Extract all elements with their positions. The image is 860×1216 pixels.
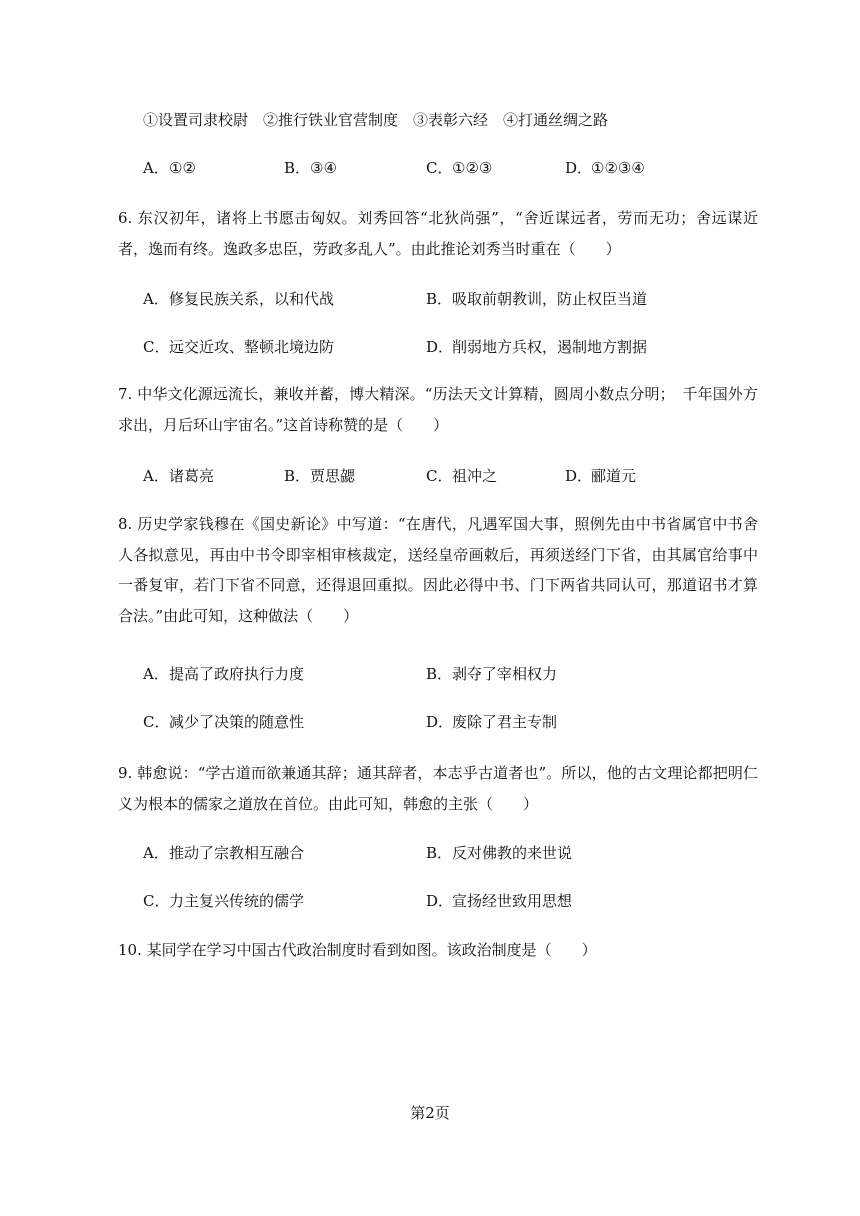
option-text: 反对佛教的来世说 [452, 844, 573, 862]
q5-option-c[interactable] [426, 158, 492, 178]
option-label: A． [143, 159, 169, 177]
q9-option-c[interactable] [143, 891, 304, 911]
option-text: 削弱地方兵权，遏制地方割据 [452, 338, 648, 356]
option-label: A． [143, 290, 169, 308]
option-label: D． [565, 159, 593, 177]
option-label: C． [426, 467, 453, 485]
q8-option-a[interactable] [143, 664, 304, 684]
option-label: D． [426, 713, 454, 731]
page-number: 第2页 [410, 1104, 450, 1122]
q6-stem: 6. 东汉初年，诸将上书愿击匈奴。刘秀回答“北狄尚强”，“舍近谋远者，劳而无功；舍远谋近者，逸而有终。逸政多忠臣，劳政多乱人”。由此推论刘秀当时重在（ ） [118, 209, 758, 258]
q7-option-c[interactable] [426, 466, 497, 486]
option-text: 贾思勰 [310, 467, 356, 485]
q7-stem: 7. 中华文化源远流长，兼收并蓄，博大精深。“历法天文计算精，圆周小数点分明； 千年国外方求出，月后环山宇宙名。”这首诗称赞的是（ ） [118, 385, 758, 434]
q10-stem: 10. 某同学在学习中国古代政治制度时看到如图。该政治制度是（ ） [118, 941, 597, 959]
option-label: A． [143, 467, 169, 485]
q9-stem: 9. 韩愈说：“学古道而欲兼通其辞；通其辞者，本志乎古道者也”。所以，他的古文理论都把明仁义为根本的儒家之道放在首位。由此可知，韩愈的主张（ ） [118, 764, 758, 813]
q8-option-c[interactable] [143, 712, 304, 732]
q7-option-b[interactable] [284, 466, 355, 486]
option-label: C． [143, 713, 170, 731]
q5-option-b[interactable] [284, 158, 337, 178]
option-label: B． [426, 665, 453, 683]
option-text: 剥夺了宰相权力 [452, 665, 558, 683]
option-label: D． [426, 338, 454, 356]
option-label: C． [426, 159, 453, 177]
option-text: 修复民族关系，以和代战 [169, 290, 335, 308]
q6-option-b[interactable] [426, 289, 647, 309]
option-text: 吸取前朝教训，防止权臣当道 [452, 290, 648, 308]
option-text: 宣扬经世致用思想 [452, 892, 573, 910]
q7-option-a[interactable] [143, 466, 214, 486]
q5-statements: ①设置司隶校尉 ②推行铁业官营制度 ③表彰六经 ④打通丝绸之路 [143, 111, 609, 129]
option-label: A． [143, 665, 169, 683]
option-text: ①② [169, 159, 196, 177]
option-label: C． [143, 892, 170, 910]
q9-option-a[interactable] [143, 843, 304, 863]
option-text: 提高了政府执行力度 [169, 665, 305, 683]
option-label: B． [284, 467, 311, 485]
option-text: ③④ [310, 159, 337, 177]
option-text: 诸葛亮 [169, 467, 215, 485]
option-label: D． [565, 467, 593, 485]
option-text: 减少了决策的随意性 [169, 713, 305, 731]
option-label: C． [143, 338, 170, 356]
q8-stem: 8. 历史学家钱穆在《国史新论》中写道：“在唐代，凡遇军国大事，照例先由中书省属官中书舍人各拟意见，再由中书令即宰相审核裁定，送经皇帝画敕后，再须送经门下省，由其属官给事中一番复审，若门下省不同意，还得退回重拟。因此必得中书、门下两省共同认可，那道诏书才算合法。”由此可知，这种做法（ ） [118, 515, 758, 625]
option-label: D． [426, 892, 454, 910]
option-text: 废除了君主专制 [452, 713, 558, 731]
q8-option-b[interactable] [426, 664, 557, 684]
option-label: B． [426, 844, 453, 862]
option-text: 远交近攻、整顿北境边防 [169, 338, 335, 356]
q5-option-a[interactable] [143, 158, 196, 178]
q7-option-d[interactable] [565, 466, 636, 486]
option-text: ①②③ [452, 159, 493, 177]
q6-option-d[interactable] [426, 337, 647, 357]
option-text: 推动了宗教相互融合 [169, 844, 305, 862]
option-label: A． [143, 844, 169, 862]
option-text: ①②③④ [591, 159, 645, 177]
q9-option-d[interactable] [426, 891, 572, 911]
q8-option-d[interactable] [426, 712, 557, 732]
option-text: 祖冲之 [452, 467, 498, 485]
option-text: 力主复兴传统的儒学 [169, 892, 305, 910]
q6-option-a[interactable] [143, 289, 334, 309]
q6-option-c[interactable] [143, 337, 334, 357]
q9-option-b[interactable] [426, 843, 572, 863]
option-label: B． [426, 290, 453, 308]
option-label: B． [284, 159, 311, 177]
q5-option-d[interactable] [565, 158, 645, 178]
option-text: 郦道元 [591, 467, 637, 485]
